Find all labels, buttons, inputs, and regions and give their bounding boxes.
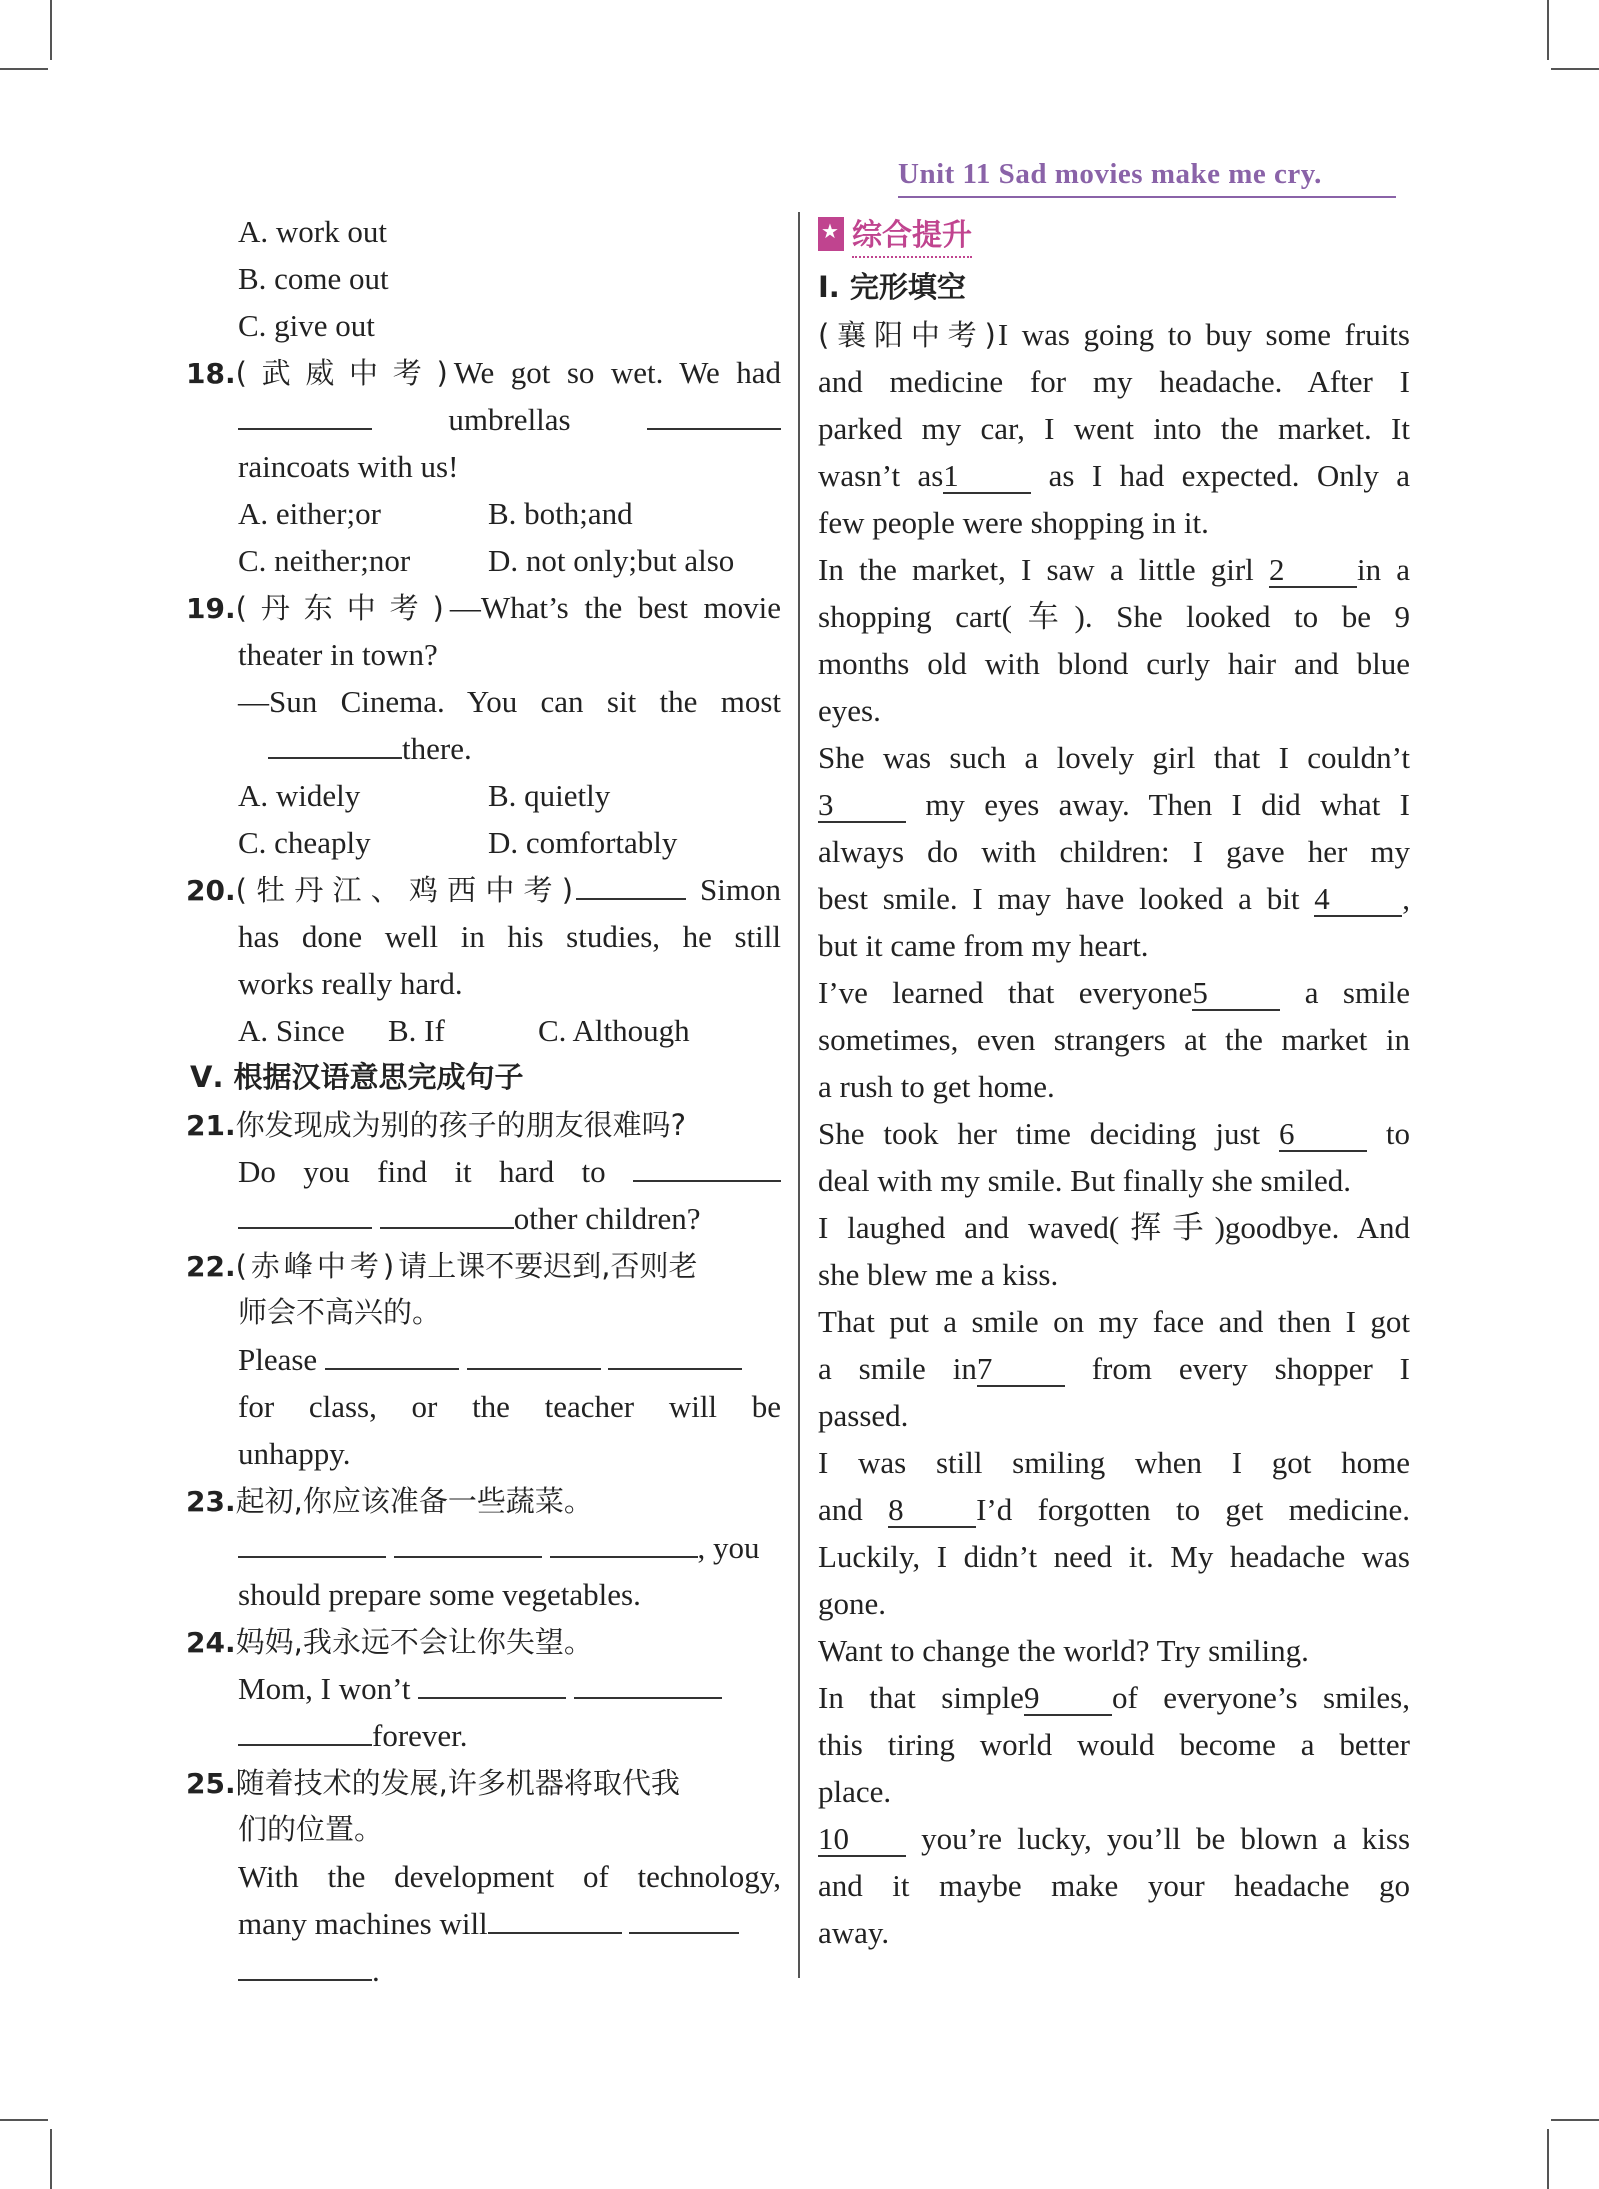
question-text: Mom, I won’t bbox=[238, 1671, 411, 1706]
question-number: 23. bbox=[186, 1485, 236, 1518]
crop-mark bbox=[50, 2129, 52, 2189]
question-line bbox=[186, 1712, 781, 1759]
chinese-prompt: 起初,你应该准备一些蔬菜。 bbox=[235, 1484, 593, 1518]
crop-mark bbox=[50, 0, 52, 60]
question-text: theater in town? bbox=[238, 637, 438, 672]
question-text: works really hard. bbox=[238, 966, 463, 1001]
passage-text: I’d forgotten to get medicine. bbox=[976, 1492, 1411, 1527]
question-text: forever. bbox=[372, 1718, 468, 1753]
star-bookmark-icon bbox=[818, 217, 844, 251]
passage-text: a smile in bbox=[818, 1351, 977, 1386]
passage-text: to bbox=[1385, 1116, 1411, 1151]
column-divider bbox=[798, 212, 800, 1978]
question-text: . bbox=[372, 1953, 380, 1988]
question-text: —What’s the best movie bbox=[449, 590, 781, 625]
question-text: raincoats with us! bbox=[238, 449, 459, 484]
passage-line: sometimes, even strangers at the market in bbox=[818, 1022, 1410, 1057]
answer-blank[interactable] bbox=[238, 1951, 372, 1981]
passage-text: I was going to buy some fruits bbox=[997, 317, 1410, 352]
question-line bbox=[186, 1947, 781, 1994]
passage-line bbox=[818, 546, 1410, 593]
option: A. work out bbox=[238, 214, 387, 249]
passage-line: this tiring world would become a better bbox=[818, 1727, 1410, 1762]
numbered-blank[interactable]: 3 bbox=[818, 789, 906, 823]
source-label: (武威中考) bbox=[235, 356, 454, 390]
question-text: umbrellas bbox=[448, 402, 571, 437]
numbered-blank[interactable]: 2 bbox=[1269, 554, 1357, 588]
passage-line bbox=[818, 452, 1410, 499]
numbered-blank[interactable]: 7 bbox=[977, 1353, 1065, 1387]
option: B. both;and bbox=[488, 496, 633, 531]
passage-text: wasn’t as bbox=[818, 458, 944, 493]
passage-text: I’ve learned that everyone bbox=[818, 975, 1193, 1010]
option: A. widely bbox=[238, 778, 361, 813]
option: B. come out bbox=[238, 261, 389, 296]
question-line bbox=[186, 396, 781, 443]
option: D. comfortably bbox=[488, 825, 678, 860]
question-text: Please bbox=[238, 1342, 318, 1377]
question-text: many machines will bbox=[238, 1906, 488, 1941]
question-18 bbox=[186, 349, 781, 396]
question-number: 25. bbox=[186, 1767, 236, 1800]
chinese-prompt: 师会不高兴的。 bbox=[238, 1295, 442, 1329]
answer-blank[interactable] bbox=[608, 1340, 742, 1370]
question-text: has done well in his studies, he still bbox=[238, 919, 781, 954]
crop-mark bbox=[1551, 68, 1599, 70]
left-column bbox=[186, 208, 781, 1994]
numbered-blank[interactable]: 9 bbox=[1024, 1682, 1112, 1716]
passage-line bbox=[818, 1815, 1410, 1862]
answer-blank[interactable] bbox=[238, 1528, 386, 1558]
question-line bbox=[186, 1524, 781, 1571]
question-22 bbox=[186, 1242, 781, 1289]
question-text: With the development of technology, bbox=[238, 1859, 781, 1894]
answer-blank[interactable] bbox=[418, 1669, 566, 1699]
passage-line bbox=[818, 781, 1410, 828]
answer-blank[interactable] bbox=[633, 1152, 781, 1182]
answer-blank[interactable] bbox=[394, 1528, 542, 1558]
question-line bbox=[186, 1900, 781, 1947]
option: B. If bbox=[388, 1013, 445, 1048]
question-text: other children? bbox=[513, 1201, 701, 1236]
option: C. neither;nor bbox=[238, 543, 411, 578]
passage-line: away. bbox=[818, 1915, 890, 1950]
chinese-prompt: 妈妈,我永远不会让你失望。 bbox=[235, 1625, 593, 1659]
question-23 bbox=[186, 1477, 781, 1524]
passage-line: and it maybe make your headache go bbox=[818, 1868, 1410, 1903]
numbered-blank[interactable]: 10 bbox=[818, 1823, 906, 1857]
chinese-prompt: 请上课不要迟到,否则老 bbox=[398, 1249, 698, 1283]
passage-line bbox=[818, 875, 1410, 922]
header-underline bbox=[898, 196, 1396, 198]
section-heading: Ⅰ. 完形填空 bbox=[818, 270, 966, 304]
passage-text: , bbox=[1402, 881, 1411, 916]
question-25 bbox=[186, 1759, 781, 1806]
answer-blank[interactable] bbox=[488, 1904, 622, 1934]
question-text: should prepare some vegetables. bbox=[238, 1577, 641, 1612]
answer-blank[interactable] bbox=[576, 870, 686, 900]
source-label: (襄阳中考) bbox=[818, 318, 998, 352]
question-text: , you bbox=[697, 1530, 760, 1565]
question-text: unhappy. bbox=[238, 1436, 351, 1471]
crop-mark bbox=[0, 2119, 48, 2121]
passage-line: Luckily, I didn’t need it. My headache was bbox=[818, 1539, 1410, 1574]
passage-text: She took her time deciding just bbox=[818, 1116, 1261, 1151]
answer-blank[interactable] bbox=[238, 1716, 372, 1746]
chinese-prompt: 随着技术的发展,许多机器将取代我 bbox=[235, 1766, 680, 1800]
options-row bbox=[186, 1007, 781, 1054]
question-text: for class, or the teacher will be bbox=[238, 1389, 781, 1424]
question-text: —Sun Cinema. You can sit the most bbox=[238, 684, 781, 719]
passage-text: of everyone’s smiles, bbox=[1111, 1680, 1410, 1715]
question-number: 21. bbox=[186, 1109, 236, 1142]
passage-text: In the market, I saw a little girl bbox=[818, 552, 1254, 587]
passage-text: from every shopper I bbox=[1091, 1351, 1410, 1386]
question-line bbox=[186, 1195, 781, 1242]
passage-text: as I had expected. Only a bbox=[1048, 458, 1410, 493]
option: B. quietly bbox=[488, 778, 611, 813]
question-line bbox=[186, 1148, 781, 1195]
passage-line: That put a smile on my face and then I got bbox=[818, 1304, 1410, 1339]
question-number: 24. bbox=[186, 1626, 236, 1659]
source-label: (丹东中考) bbox=[235, 591, 450, 625]
passage-line bbox=[818, 1674, 1410, 1721]
passage-line: passed. bbox=[818, 1398, 909, 1433]
question-number: 18. bbox=[186, 357, 236, 390]
passage-line: but it came from my heart. bbox=[818, 928, 1149, 963]
passage-line: she blew me a kiss. bbox=[818, 1257, 1059, 1292]
passage-line bbox=[818, 969, 1410, 1016]
answer-blank[interactable] bbox=[268, 729, 402, 759]
crop-mark bbox=[1547, 2129, 1549, 2189]
source-label: (赤峰中考) bbox=[235, 1249, 399, 1283]
passage-line: deal with my smile. But finally she smiled. bbox=[818, 1163, 1351, 1198]
source-label: (牡丹江、鸡西中考) bbox=[235, 873, 577, 907]
answer-blank[interactable] bbox=[467, 1340, 601, 1370]
passage-line: months old with blond curly hair and blue bbox=[818, 646, 1410, 681]
passage-line bbox=[818, 1486, 1410, 1533]
numbered-blank[interactable]: 4 bbox=[1314, 883, 1402, 917]
question-number: 19. bbox=[186, 592, 236, 625]
passage-text: in a bbox=[1356, 552, 1411, 587]
question-text: Simon bbox=[700, 872, 781, 907]
passage-line: I laughed and waved(挥手)goodbye. And bbox=[818, 1210, 1410, 1245]
option: C. cheaply bbox=[238, 825, 371, 860]
numbered-blank[interactable]: 1 bbox=[943, 460, 1031, 494]
answer-blank[interactable] bbox=[238, 1199, 372, 1229]
options-row bbox=[186, 772, 781, 819]
passage-text: In that simple bbox=[818, 1680, 1024, 1715]
badge-label: 综合提升 bbox=[852, 210, 972, 258]
crop-mark bbox=[0, 68, 48, 70]
options-row bbox=[186, 819, 781, 866]
question-text: Do you find it hard to bbox=[238, 1154, 606, 1189]
question-line bbox=[186, 1336, 781, 1383]
section-heading: Ⅴ. 根据汉语意思完成句子 bbox=[190, 1060, 524, 1094]
crop-mark bbox=[1551, 2119, 1599, 2121]
passage-line bbox=[818, 1345, 1410, 1392]
passage-line: Want to change the world? Try smiling. bbox=[818, 1633, 1309, 1668]
numbered-blank[interactable]: 8 bbox=[888, 1494, 976, 1528]
passage-line bbox=[818, 311, 1410, 358]
question-19 bbox=[186, 584, 781, 631]
numbered-blank[interactable]: 6 bbox=[1279, 1118, 1367, 1152]
question-line bbox=[186, 725, 781, 772]
passage-line: place. bbox=[818, 1774, 892, 1809]
option: D. not only;but also bbox=[488, 543, 735, 578]
options-row bbox=[186, 537, 781, 584]
section-badge bbox=[818, 208, 1410, 260]
passage-line: I was still smiling when I got home bbox=[818, 1445, 1410, 1480]
question-20 bbox=[186, 866, 781, 913]
option: C. Although bbox=[538, 1013, 690, 1048]
question-number: 22. bbox=[186, 1250, 236, 1283]
passage-text: my eyes away. Then I did what I bbox=[925, 787, 1410, 822]
passage-line: and medicine for my headache. After I bbox=[818, 364, 1410, 399]
question-21 bbox=[186, 1101, 781, 1148]
answer-blank[interactable] bbox=[325, 1340, 459, 1370]
passage-text: best smile. I may have looked a bit bbox=[818, 881, 1300, 916]
question-text: We got so wet. We had bbox=[453, 355, 781, 390]
answer-blank[interactable] bbox=[629, 1904, 739, 1934]
answer-blank[interactable] bbox=[550, 1528, 698, 1558]
page-header: Unit 11 Sad movies make me cry. bbox=[898, 158, 1322, 190]
answer-blank[interactable] bbox=[238, 400, 372, 430]
passage-line: always do with children: I gave her my bbox=[818, 834, 1410, 869]
passage-text: you’re lucky, you’ll be blown a kiss bbox=[921, 1821, 1411, 1856]
chinese-prompt: 你发现成为别的孩子的朋友很难吗? bbox=[235, 1108, 687, 1142]
passage-line: few people were shopping in it. bbox=[818, 505, 1209, 540]
passage-line: She was such a lovely girl that I couldn’t bbox=[818, 740, 1410, 775]
crop-mark bbox=[1547, 0, 1549, 60]
options-row bbox=[186, 490, 781, 537]
numbered-blank[interactable]: 5 bbox=[1192, 977, 1280, 1011]
option: A. either;or bbox=[238, 496, 381, 531]
passage-text: and bbox=[818, 1492, 863, 1527]
chinese-prompt: 们的位置。 bbox=[238, 1812, 384, 1846]
passage-line bbox=[818, 1110, 1410, 1157]
passage-line: shopping cart(车). She looked to be 9 bbox=[818, 599, 1410, 634]
passage-text: a smile bbox=[1304, 975, 1410, 1010]
passage-line: eyes. bbox=[818, 693, 881, 728]
option: C. give out bbox=[238, 308, 375, 343]
option: A. Since bbox=[238, 1013, 345, 1048]
answer-blank[interactable] bbox=[647, 400, 781, 430]
answer-blank[interactable] bbox=[574, 1669, 722, 1699]
question-text: there. bbox=[402, 731, 472, 766]
question-line bbox=[186, 1665, 781, 1712]
question-24 bbox=[186, 1618, 781, 1665]
passage-line: a rush to get home. bbox=[818, 1069, 1055, 1104]
passage-line: parked my car, I went into the market. It bbox=[818, 411, 1410, 446]
right-column bbox=[818, 208, 1410, 1956]
answer-blank[interactable] bbox=[380, 1199, 514, 1229]
passage-line: gone. bbox=[818, 1586, 887, 1621]
question-number: 20. bbox=[186, 874, 236, 907]
